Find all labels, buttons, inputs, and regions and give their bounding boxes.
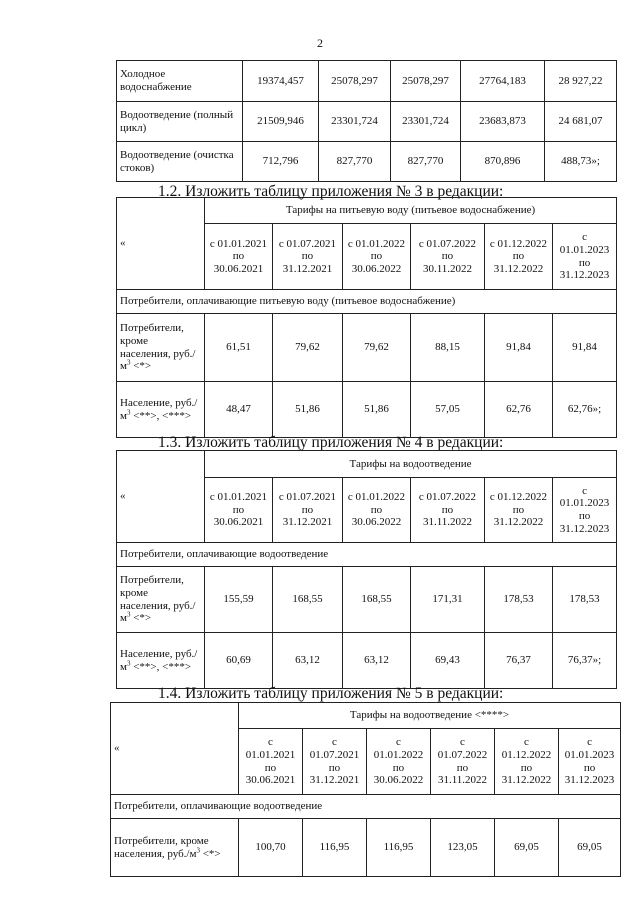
row-label: Население, $руб./м^3$ <**>, <***> — [117, 382, 205, 438]
annex-table-continued — [116, 60, 617, 182]
value-cell: 63,12 — [343, 633, 411, 689]
period-header: с 01.01.2022 по 30.06.2022 — [367, 729, 431, 795]
value-cell: 25078,297 — [391, 61, 461, 102]
period-header: с 01.07.2022 по 31.11.2022 — [431, 729, 495, 795]
open-quote-cell: « — [117, 198, 205, 290]
page-number: 2 — [317, 36, 323, 50]
period-header: с 01.07.2021 по 31.12.2021 — [303, 729, 367, 795]
row-label: Потребители, кроме населения, $руб./м^3$ <*> — [111, 819, 239, 877]
value-cell: 24 681,07 — [545, 102, 617, 142]
section-heading: 1.3. Изложить таблицу приложения № 4 в редакции: — [158, 434, 504, 451]
value-cell: 63,12 — [273, 633, 343, 689]
value-cell: 827,770 — [391, 142, 461, 182]
value-cell: 21509,946 — [243, 102, 319, 142]
table-row — [117, 543, 617, 567]
row-label: Водоотведение (очистка стоков) — [117, 142, 243, 182]
value-cell: 168,55 — [343, 567, 411, 633]
wastewater-tariff-table-annex5 — [110, 702, 621, 877]
value-cell: 25078,297 — [319, 61, 391, 102]
value-cell: 123,05 — [431, 819, 495, 877]
value-cell: 488,73»; — [545, 142, 617, 182]
period-header: с 01.01.2021 по 30.06.2021 — [205, 224, 273, 290]
value-cell: 155,59 — [205, 567, 273, 633]
value-cell: 79,62 — [343, 314, 411, 382]
table-row — [117, 290, 617, 314]
value-cell: 91,84 — [485, 314, 553, 382]
value-cell: 116,95 — [367, 819, 431, 877]
row-label: Потребители, кроме населения, $руб./м^3$ <*> — [117, 567, 205, 633]
table-row — [117, 198, 617, 224]
row-label: Население, $руб./м^3$ <**>, <***> — [117, 633, 205, 689]
value-cell: 61,51 — [205, 314, 273, 382]
value-cell: 48,47 — [205, 382, 273, 438]
value-cell: 116,95 — [303, 819, 367, 877]
table-row — [111, 795, 621, 819]
value-cell: 79,62 — [273, 314, 343, 382]
table-row — [117, 451, 617, 478]
value-cell: 76,37 — [485, 633, 553, 689]
row-label: Потребители, кроме населения, $руб./м^3$ <*> — [117, 314, 205, 382]
value-cell: 69,05 — [495, 819, 559, 877]
table-row — [117, 633, 617, 689]
table-row — [117, 314, 617, 382]
table-row — [117, 102, 617, 142]
table-row — [111, 703, 621, 729]
period-header: с 01.07.2021 по 31.12.2021 — [273, 224, 343, 290]
value-cell: 51,86 — [343, 382, 411, 438]
period-header: с 01.01.2021 по 30.06.2021 — [205, 478, 273, 543]
table-row — [117, 567, 617, 633]
section-heading: 1.2. Изложить таблицу приложения № 3 в редакции: — [158, 183, 504, 200]
value-cell: 51,86 — [273, 382, 343, 438]
value-cell: 23301,724 — [319, 102, 391, 142]
value-cell: 62,76 — [485, 382, 553, 438]
group-header: Тарифы на питьевую воду (питьевое водоснабжение) — [205, 198, 617, 224]
value-cell: 60,69 — [205, 633, 273, 689]
value-cell: 69,43 — [411, 633, 485, 689]
water-tariff-table — [116, 197, 617, 438]
period-header: с 01.07.2022 по 31.11.2022 — [411, 478, 485, 543]
group-header: Тарифы на водоотведение <****> — [239, 703, 621, 729]
row-label: Холодное водоснабжение — [117, 61, 243, 102]
period-header: с 01.07.2022 по 30.11.2022 — [411, 224, 485, 290]
period-header: с 01.01.2022 по 30.06.2022 — [343, 478, 411, 543]
table-row — [117, 61, 617, 102]
table-row — [117, 142, 617, 182]
value-cell: 28 927,22 — [545, 61, 617, 102]
value-cell: 23301,724 — [391, 102, 461, 142]
period-header: с 01.12.2022 по 31.12.2022 — [485, 478, 553, 543]
table-row — [111, 819, 621, 877]
table-row — [117, 382, 617, 438]
period-header: с 01.12.2022 по 31.12.2022 — [485, 224, 553, 290]
value-cell: 69,05 — [559, 819, 621, 877]
value-cell: 171,31 — [411, 567, 485, 633]
value-cell: 827,770 — [319, 142, 391, 182]
period-header: с 01.01.2023 по 31.12.2023 — [553, 478, 617, 543]
consumers-row: Потребители, оплачивающие питьевую воду (питьевое водоснабжение) — [117, 290, 617, 314]
period-header: с 01.01.2022 по 30.06.2022 — [343, 224, 411, 290]
row-label: Водоотведение (полный цикл) — [117, 102, 243, 142]
period-header: с 01.01.2023 по 31.12.2023 — [559, 729, 621, 795]
value-cell: 178,53 — [553, 567, 617, 633]
period-header: с 01.12.2022 по 31.12.2022 — [495, 729, 559, 795]
value-cell: 870,896 — [461, 142, 545, 182]
value-cell: 19374,457 — [243, 61, 319, 102]
period-header: с 01.01.2021 по 30.06.2021 — [239, 729, 303, 795]
value-cell: 100,70 — [239, 819, 303, 877]
value-cell: 23683,873 — [461, 102, 545, 142]
period-header: с 01.07.2021 по 31.12.2021 — [273, 478, 343, 543]
value-cell: 712,796 — [243, 142, 319, 182]
consumers-row: Потребители, оплачивающие водоотведение — [117, 543, 617, 567]
section-heading: 1.4. Изложить таблицу приложения № 5 в редакции: — [158, 685, 504, 702]
wastewater-tariff-table — [116, 450, 617, 689]
value-cell: 76,37»; — [553, 633, 617, 689]
value-cell: 168,55 — [273, 567, 343, 633]
consumers-row: Потребители, оплачивающие водоотведение — [111, 795, 621, 819]
open-quote-cell: « — [111, 703, 239, 795]
value-cell: 178,53 — [485, 567, 553, 633]
value-cell: 91,84 — [553, 314, 617, 382]
group-header: Тарифы на водоотведение — [205, 451, 617, 478]
period-header: с 01.01.2023 по 31.12.2023 — [553, 224, 617, 290]
value-cell: 88,15 — [411, 314, 485, 382]
value-cell: 27764,183 — [461, 61, 545, 102]
value-cell: 57,05 — [411, 382, 485, 438]
value-cell: 62,76»; — [553, 382, 617, 438]
open-quote-cell: « — [117, 451, 205, 543]
